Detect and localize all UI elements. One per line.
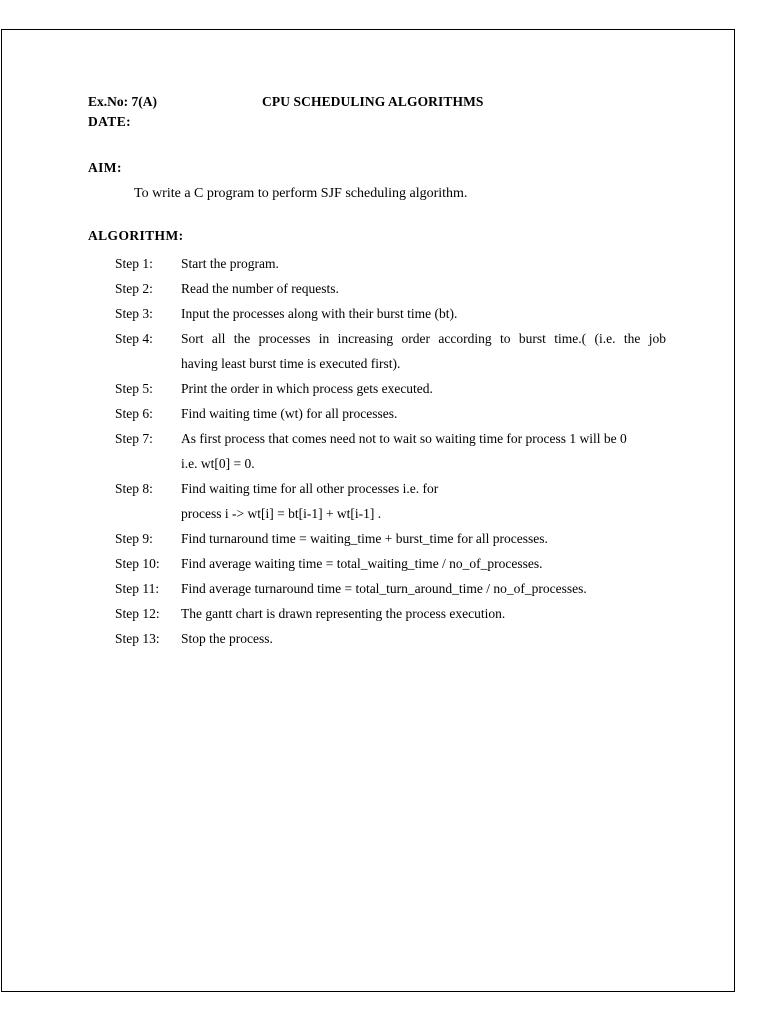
step-text: i.e. wt[0] = 0. xyxy=(181,456,255,471)
step-number: Step 13: xyxy=(115,631,160,646)
step-number: Step 3: xyxy=(115,306,153,321)
step-number: Step 10: xyxy=(115,556,160,571)
document-header xyxy=(88,92,678,112)
step-number: Step 11: xyxy=(115,581,160,596)
step-number: Step 12: xyxy=(115,606,160,621)
step-item xyxy=(88,576,678,601)
step-text: As first process that comes need not to wait so waiting time for process 1 will be 0 xyxy=(181,431,627,446)
aim-text: To write a C program to perform SJF scheduling algorithm. xyxy=(134,186,468,201)
algorithm-heading: ALGORITHM: xyxy=(88,228,184,243)
step-item xyxy=(88,426,678,476)
exercise-number: Ex.No: 7(A) xyxy=(88,94,157,109)
step-number: Step 5: xyxy=(115,381,153,396)
step-number: Step 6: xyxy=(115,406,153,421)
algorithm-steps xyxy=(88,251,678,651)
step-text: Read the number of requests. xyxy=(181,281,339,296)
step-number: Step 7: xyxy=(115,431,153,446)
step-item xyxy=(88,326,678,376)
aim-heading: AIM: xyxy=(88,160,122,175)
step-text: Find average waiting time = total_waiting_time / no_of_processes. xyxy=(181,556,543,571)
step-text: Find waiting time for all other processes i.e. for xyxy=(181,481,439,496)
step-item xyxy=(88,251,678,276)
step-text: Find waiting time (wt) for all processes. xyxy=(181,406,398,421)
step-text: Stop the process. xyxy=(181,631,273,646)
step-text: Input the processes along with their burst time (bt). xyxy=(181,306,458,321)
step-text: process i -> wt[i] = bt[i-1] + wt[i-1] . xyxy=(181,506,382,521)
step-text: Find turnaround time = waiting_time + burst_time for all processes. xyxy=(181,531,548,546)
step-text: Start the program. xyxy=(181,256,279,271)
page-title: CPU SCHEDULING ALGORITHMS xyxy=(262,94,484,109)
step-item xyxy=(88,276,678,301)
date-label: DATE: xyxy=(88,114,132,129)
step-number: Step 2: xyxy=(115,281,153,296)
step-text: The gantt chart is drawn representing the process execution. xyxy=(181,606,506,621)
step-text: having least burst time is executed first). xyxy=(181,356,401,371)
step-number: Step 1: xyxy=(115,256,153,271)
step-number: Step 9: xyxy=(115,531,153,546)
step-item xyxy=(88,376,678,401)
step-item xyxy=(88,301,678,326)
step-text: Print the order in which process gets executed. xyxy=(181,381,433,396)
step-number: Step 4: xyxy=(115,331,153,346)
step-item xyxy=(88,401,678,426)
step-item xyxy=(88,526,678,551)
document-content xyxy=(88,92,678,651)
step-item xyxy=(88,476,678,526)
step-item xyxy=(88,551,678,576)
step-text: Find average turnaround time = total_turn_around_time / no_of_processes. xyxy=(181,581,587,596)
step-text: Sort all the processes in increasing order according to burst time.( (i.e. the job xyxy=(181,331,666,346)
step-number: Step 8: xyxy=(115,481,153,496)
step-item xyxy=(88,626,678,651)
step-item xyxy=(88,601,678,626)
